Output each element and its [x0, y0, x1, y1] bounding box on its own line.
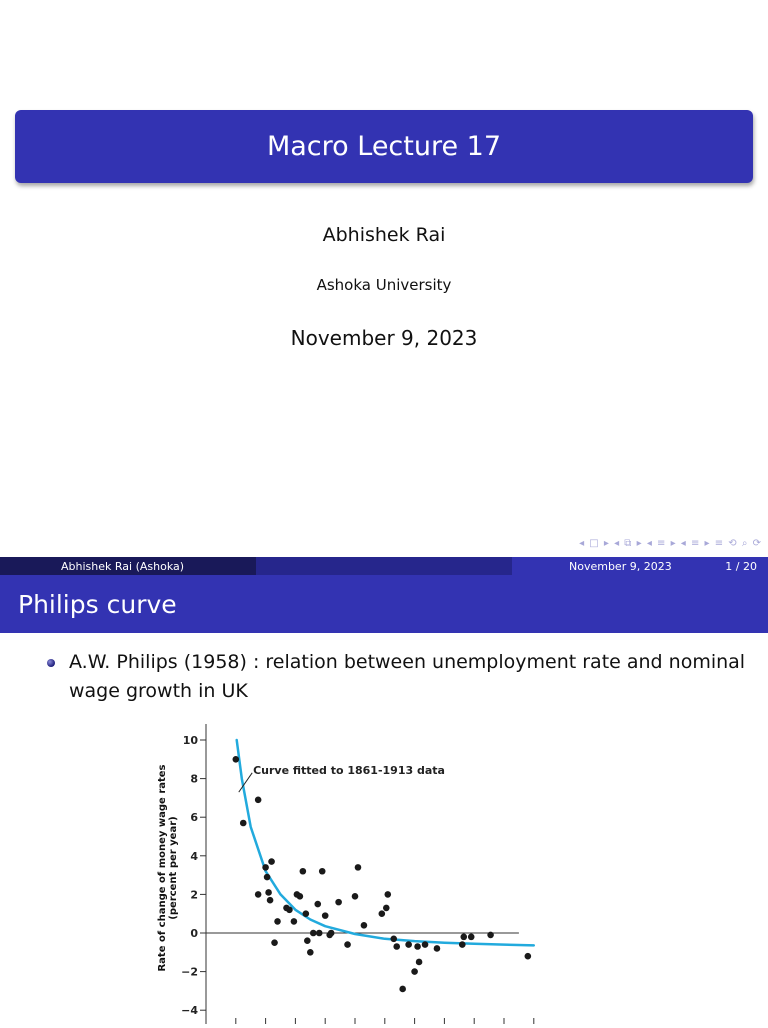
y-tick-label: 2 — [190, 888, 198, 902]
y-tick-label: 10 — [182, 734, 198, 747]
footer-date: November 9, 2023 — [569, 559, 672, 573]
institute-name: Ashoka University — [316, 276, 452, 294]
y-tick-label: 8 — [190, 772, 198, 786]
title-banner — [15, 110, 753, 183]
data-point — [255, 891, 262, 898]
bullet-item — [45, 648, 760, 706]
data-point — [310, 930, 317, 937]
data-point — [393, 943, 400, 950]
footer-author: Abhishek Rai (Ashoka) — [61, 559, 185, 573]
data-point — [233, 756, 240, 763]
data-point — [422, 941, 429, 948]
author-name: Abhishek Rai — [322, 224, 446, 246]
footer-page-number: 1 / 20 — [725, 559, 757, 573]
y-tick-label: 0 — [190, 927, 198, 940]
data-point — [416, 959, 423, 966]
data-point — [307, 949, 314, 956]
data-point — [297, 893, 304, 900]
data-point — [384, 891, 391, 898]
y-tick-label: 6 — [190, 811, 198, 825]
y-tick-label: 4 — [190, 849, 198, 863]
data-point — [304, 937, 311, 944]
bullet-icon — [47, 659, 55, 667]
y-tick-label: −2 — [181, 965, 198, 979]
data-point — [459, 941, 466, 948]
data-point — [322, 912, 329, 919]
bullet-text: A.W. Philips (1958) : relation between unemployment rate and nominal wage growth in UK — [69, 651, 746, 702]
chart-svg — [150, 718, 570, 1024]
footer-author-box — [0, 557, 256, 575]
footer-date-box — [512, 557, 768, 575]
data-point — [319, 868, 326, 875]
data-point — [328, 930, 335, 937]
data-point — [271, 939, 278, 946]
data-point — [434, 945, 441, 952]
data-point — [300, 868, 307, 875]
data-point — [525, 953, 532, 960]
data-point — [399, 986, 406, 993]
data-point — [262, 864, 269, 871]
data-point — [240, 820, 247, 827]
data-point — [264, 874, 271, 881]
data-point — [411, 968, 418, 975]
data-point — [314, 901, 321, 908]
data-point — [335, 899, 342, 906]
data-point — [274, 918, 281, 925]
data-point — [255, 797, 262, 804]
y-axis-label-line2: (percent per year) — [168, 815, 179, 920]
data-point — [383, 905, 390, 912]
data-point — [344, 941, 351, 948]
footer-title-box — [256, 557, 512, 575]
data-point — [355, 864, 362, 871]
beamer-navigation-icons[interactable]: ◂ □ ▸ ◂ ⧉ ▸ ◂ ≡ ▸ ◂ ≡ ▸ ≡ ⟲ ⌕ ⟳ — [579, 538, 762, 549]
data-point — [303, 910, 310, 917]
data-point — [379, 910, 386, 917]
frame-title: Philips curve — [18, 589, 177, 619]
frame-title-bar — [0, 575, 768, 633]
y-axis-label-line1: Rate of change of money wage rates — [157, 763, 168, 972]
data-point — [286, 907, 293, 914]
data-point — [487, 932, 494, 939]
data-point — [405, 941, 412, 948]
data-point — [316, 930, 323, 937]
data-point — [460, 934, 467, 941]
data-point — [414, 943, 421, 950]
phillips-curve-chart — [150, 718, 570, 1024]
data-point — [468, 934, 475, 941]
y-tick-label: −4 — [181, 1004, 198, 1018]
data-point — [390, 935, 397, 942]
slide-footer — [0, 557, 768, 575]
presentation-title: Macro Lecture 17 — [266, 131, 502, 162]
data-point — [265, 889, 272, 896]
presentation-date: November 9, 2023 — [290, 326, 478, 350]
data-point — [352, 893, 359, 900]
data-point — [291, 918, 298, 925]
data-point — [267, 897, 274, 904]
data-point — [268, 858, 275, 865]
data-point — [361, 922, 368, 929]
curve-annotation: Curve fitted to 1861-1913 data — [253, 763, 445, 777]
